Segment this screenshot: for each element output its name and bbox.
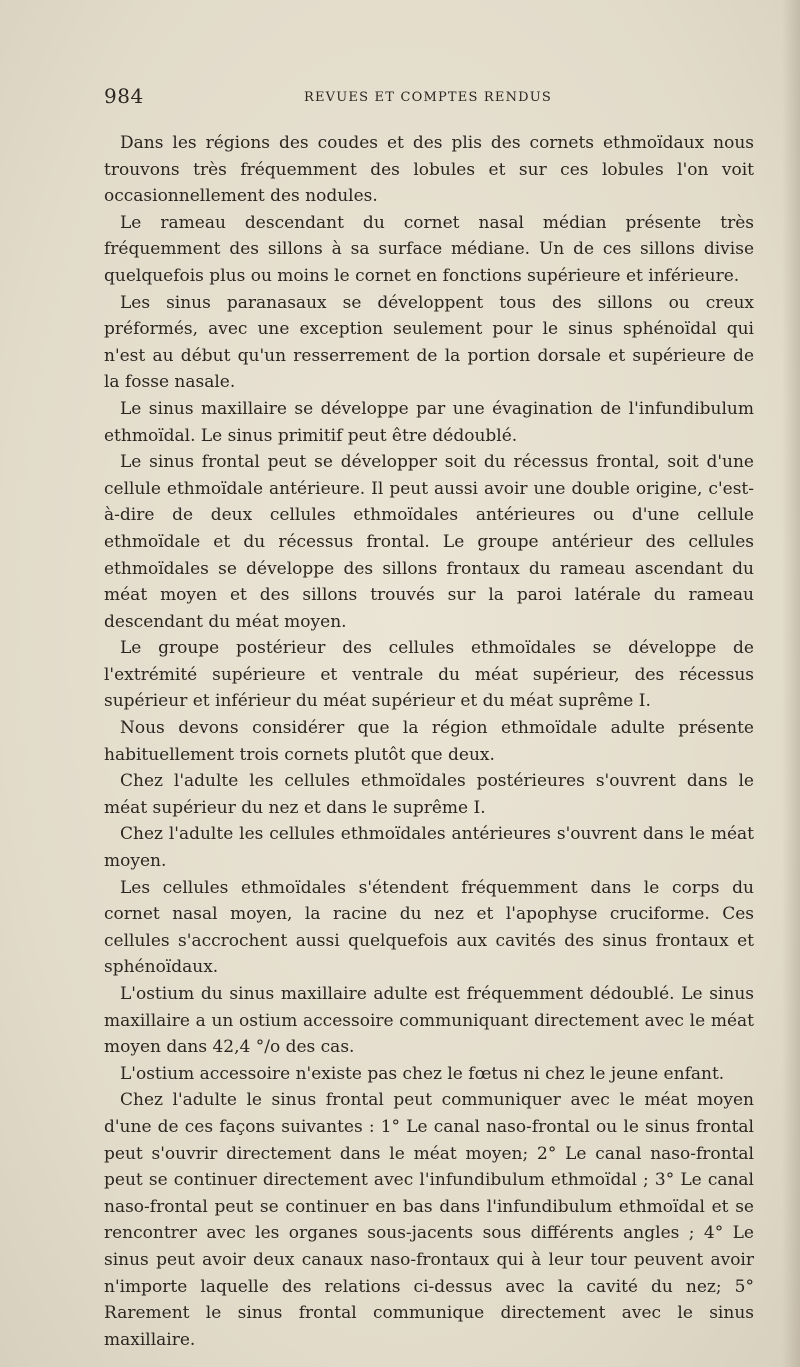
paragraph: Chez l'adulte les cellules ethmoïdales antérieures s'ouvrent dans le méat moyen. (104, 824, 754, 872)
paragraph: Le rameau descendant du cornet nasal médian présente très fréquemment des sillons à sa surface médiane. Un de ces sillons divise quelquefois plus ou moins le cornet en fonctions supérieure et inférieure. (104, 212, 754, 286)
paragraph: Le sinus frontal peut se développer soit du récessus frontal, soit d'une cellule ethmoïdale antérieure. Il peut aussi avoir une double origine, c'est-à-dire de deux cellules ethmoïdales antérieures ou d'une cellule ethmoïdale et du récessus frontal. Le groupe antérieur des cellules ethmoïdales se développe des sillons frontaux du rameau ascendant du méat moyen et des sillons trouvés sur la paroi latérale du rameau descendant du méat moyen. (104, 452, 754, 632)
paragraph: Chez l'adulte les cellules ethmoïdales postérieures s'ouvrent dans le méat supérieur du nez et dans le suprême I. (104, 771, 754, 818)
paragraph: L'ostium du sinus maxillaire adulte est fréquemment dédoublé. Le sinus maxillaire a un ostium accessoire communiquant directement avec le méat moyen dans 42,4 °/o des cas. (104, 984, 754, 1058)
paragraph: L'ostium accessoire n'existe pas chez le fœtus ni chez le jeune enfant. (120, 1063, 725, 1084)
paragraph: Le groupe postérieur des cellules ethmoïdales se développe de l'extrémité supérieure et ventrale du méat supérieur, des récessus supérieur et inférieur du méat supérieur et du méat suprême I. (104, 638, 754, 712)
running-head: REVUES ET COMPTES RENDUS (304, 90, 553, 105)
paragraph: Les sinus paranasaux se développent tous des sillons ou creux préformés, avec une exception seulement pour le sinus sphénoïdal qui n'est au début qu'un resserrement de la portion dorsale et supérieure de la fosse nasale. (104, 292, 754, 393)
paragraph: Le sinus maxillaire se développe par une évagination de l'infundibulum ethmoïdal. Le sinus primitif peut être dédoublé. (104, 398, 754, 446)
body-text (104, 130, 754, 1353)
paragraph: Dans les régions des coudes et des plis des cornets ethmoïdaux nous trouvons très fréquemment des lobules et sur ces lobules l'on voit occasionnellement des nodules. (104, 133, 754, 207)
page-header (104, 84, 754, 114)
page-number: 984 (104, 84, 144, 108)
paragraph: Chez l'adulte le sinus frontal peut communiquer avec le méat moyen d'une de ces façons suivantes : 1° Le canal naso-frontal ou le sinus frontal peut s'ouvrir directement dans le méat moyen; 2° Le canal naso-frontal peut se continuer directement avec l'infundibulum ethmoïdal ; 3° Le canal naso-frontal peut se continuer en bas dans l'infundibulum ethmoïdal et se rencontrer avec les organes sous-jacents sous différents angles ; 4° Le sinus peut avoir deux canaux naso-frontaux qui à leur tour peuvent avoir n'importe laquelle des relations ci-dessus avec la cavité du nez; 5° Rarement le sinus frontal communique directement avec le sinus maxillaire. (104, 1090, 754, 1350)
paragraph: Nous devons considérer que la région ethmoïdale adulte présente habituellement trois cornets plutôt que deux. (104, 718, 754, 765)
paragraph: Les cellules ethmoïdales s'étendent fréquemment dans le corps du cornet nasal moyen, la racine du nez et l'apophyse cruciforme. Ces cellules s'accrochent aussi quelquefois aux cavités des sinus frontaux et sphénoïdaux. (104, 877, 754, 978)
page-edge-shadow (782, 0, 800, 1367)
